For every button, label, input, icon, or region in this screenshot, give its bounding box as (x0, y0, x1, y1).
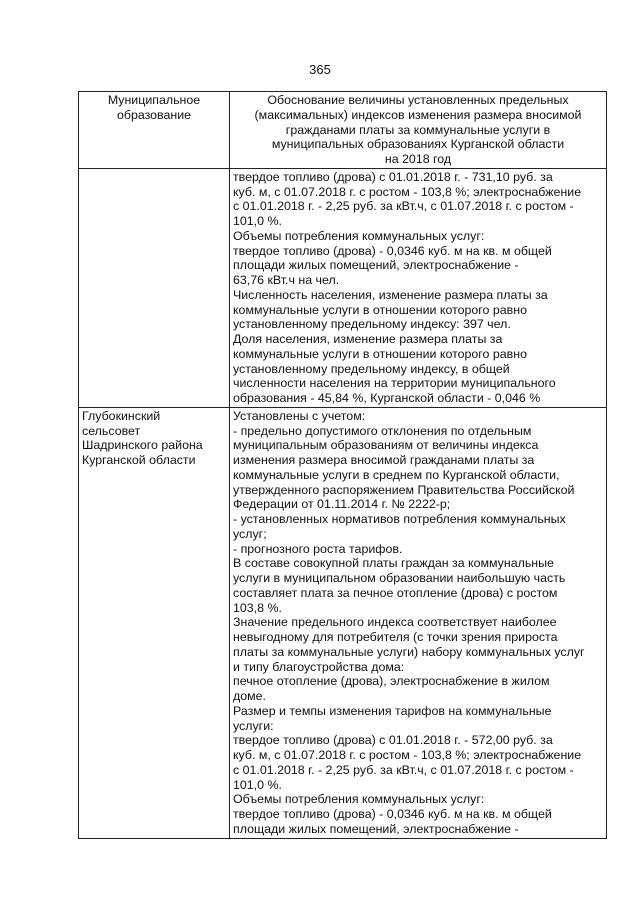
text-line: с 01.01.2018 г. - 2,25 руб. за кВт.ч, с 01.07.2018 г. с ростом - (233, 199, 574, 214)
text-line: - предельно допустимого отклонения по отдельным (233, 423, 532, 438)
page-number: 365 (309, 62, 331, 77)
text-line: муниципальным образованиям от величины индекса (233, 438, 539, 453)
text-line: утвержденного распоряжением Правительства Российской (233, 482, 575, 497)
text-line: установленному предельному индексу: 397 чел. (233, 317, 511, 332)
text-line: 103,8 %. (233, 600, 282, 615)
text-line: услуги: (233, 718, 274, 733)
text-line: коммунальные услуги в отношении которого равно (233, 346, 527, 361)
header-text-line: образование (116, 107, 192, 122)
text-line: 63,76 кВт.ч на чел. (233, 273, 340, 287)
header-municipality (79, 92, 230, 169)
text-line: услуги в муниципальном образовании наибольшую часть (233, 571, 566, 585)
text-line: 101,0 %. (233, 214, 282, 228)
text-line: 101,0 %. (233, 777, 282, 792)
text-line: Федерации от 01.11.2014 г. № 2222-р; (233, 497, 451, 512)
text-line: твердое топливо (дрова) - 0,0346 куб. м на кв. м общей (233, 807, 552, 821)
text-line: и типу благоустройства дома: (233, 659, 405, 674)
text-line: составляет плата за печное отопление (дрова) с ростом (233, 585, 558, 600)
text-line: куб. м, с 01.07.2018 г. с ростом - 103,8 %; электроснабжение (233, 748, 582, 762)
text-line: образования - 45,84 %, Курганской области - 0,046 % (233, 391, 541, 405)
justification-cell (230, 168, 607, 407)
text-line: численности населения на территории муниципального (233, 376, 556, 391)
text-line: Объемы потребления коммунальных услуг: (233, 228, 485, 243)
header-text-line: гражданами платы за коммунальные услуги в (285, 122, 551, 137)
text-line: Численность населения, изменение размера платы за (233, 287, 548, 302)
text-line: Доля населения, изменение размера платы за (233, 332, 503, 346)
text-line: куб. м, с 01.07.2018 г. с ростом - 103,8 %; электроснабжение (233, 184, 582, 199)
text-line: твердое топливо (дрова) - 0,0346 куб. м на кв. м общей (233, 243, 552, 258)
text-line: платы за коммунальные услуги) набору коммунальных услуг (233, 644, 585, 659)
municipality-line: Глубокинский (82, 408, 161, 423)
text-line: невыгодному для потребителя (с точки зрения прироста (233, 630, 558, 644)
text-line: печное отопление (дрова), электроснабжение в жилом (233, 674, 550, 689)
text-line: площади жилых помещений, электроснабжение - (233, 258, 519, 273)
text-line: Объемы потребления коммунальных услуг: (233, 792, 485, 807)
text-line: твердое топливо (дрова) с 01.01.2018 г. - 731,10 руб. за (233, 169, 553, 184)
municipality-line: сельсовет (82, 423, 141, 438)
justification-cell (230, 407, 607, 838)
municipality-line: Шадринского района (82, 438, 203, 453)
table-header-row (79, 92, 607, 169)
table-row (79, 407, 607, 838)
header-text-line: на 2018 год (384, 152, 452, 166)
header-text-line: Муниципальное (107, 93, 201, 107)
text-line: - прогнозного роста тарифов. (233, 541, 403, 556)
header-text-line: муниципальных образованиях Курганской области (271, 137, 565, 152)
municipality-line: Курганской области (82, 453, 196, 467)
text-line: установленному предельному индексу, в общей (233, 361, 510, 376)
header-text-line: (максимальных) индексов изменения размера вносимой (254, 107, 582, 122)
text-line: коммунальные услуги в среднем по Курганской области, (233, 467, 560, 482)
municipality-cell (79, 168, 230, 407)
text-line: Установлены с учетом: (233, 408, 366, 423)
text-line: изменения размера вносимой гражданами платы за (233, 453, 535, 467)
text-line: твердое топливо (дрова) с 01.01.2018 г. - 572,00 руб. за (233, 733, 553, 748)
text-line: с 01.01.2018 г. - 2,25 руб. за кВт.ч, с 01.07.2018 г. с ростом - (233, 762, 574, 777)
table-row (79, 168, 607, 407)
text-line: Значение предельного индекса соответствует наиболее (233, 615, 557, 630)
text-line: - установленных нормативов потребления коммунальных (233, 512, 566, 526)
municipality-cell (79, 407, 230, 838)
text-line: площади жилых помещений, электроснабжение - (233, 821, 519, 836)
text-line: Размер и темпы изменения тарифов на коммунальные (233, 703, 552, 718)
header-justification (230, 92, 607, 169)
tariff-justification-table (78, 91, 607, 839)
text-line: В составе совокупной платы граждан за коммунальные (233, 556, 554, 571)
text-line: коммунальные услуги в отношении которого равно (233, 302, 527, 317)
text-line: услуг; (233, 526, 267, 541)
text-line: доме. (233, 689, 266, 703)
header-text-line: Обоснование величины установленных предельных (267, 93, 569, 107)
